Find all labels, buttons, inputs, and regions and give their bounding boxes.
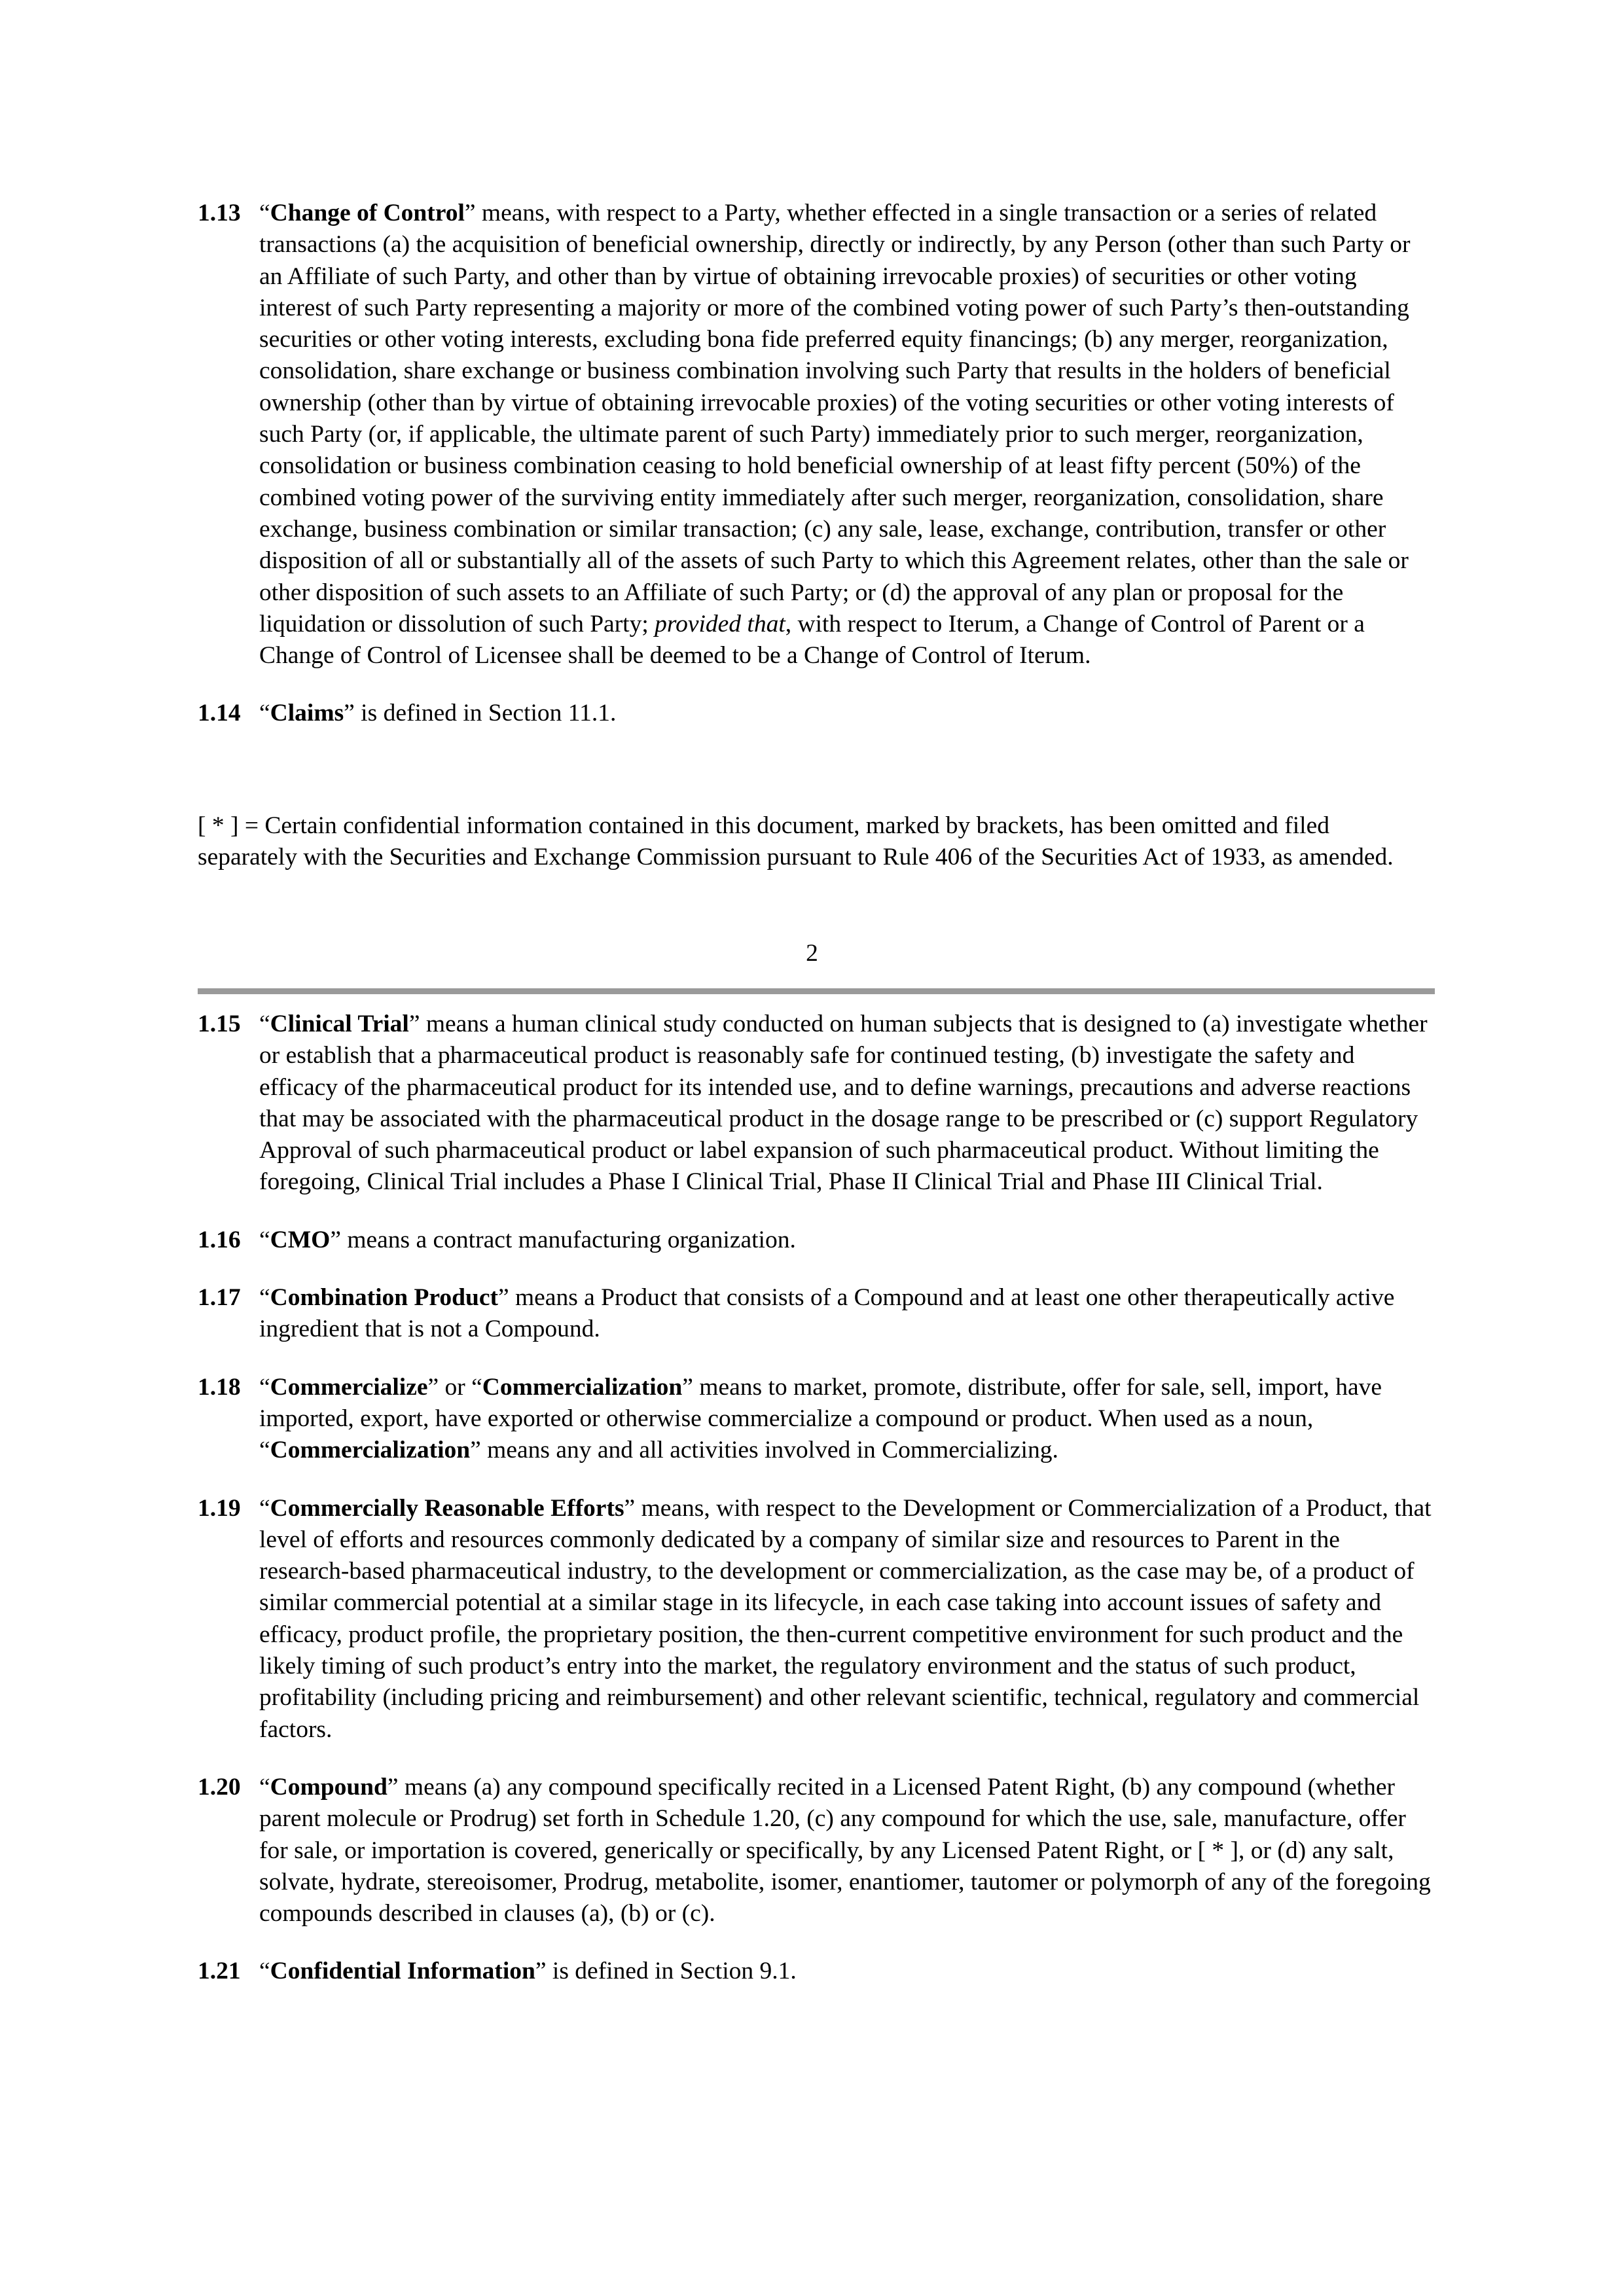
definitions-section-bottom [198, 1009, 1435, 2014]
clause-number: 1.18 [198, 1373, 241, 1401]
defined-term: Clinical Trial [270, 1011, 409, 1037]
defined-term: Compound [270, 1773, 388, 1801]
clause-number: 1.19 [198, 1494, 241, 1522]
clause-text: “Compound” means (a) any compound specifically recited in a Licensed Patent Right, (b) any compound (whether parent molecule or Prodrug) set forth in Schedule 1.20, (c) any compound for which the use, sale, manufacture, offer for sale, or importation is covered, generically or specifically, by any Licensed Patent Right, or [ * ], or (d) any salt, solvate, hydrate, stereoisomer, Prodrug, metabolite, isomer, enantiomer, tautomer or polymorph of any of the foregoing compounds described in clauses (a), (b) or (c). [259, 1773, 1431, 1928]
defined-term: Combination Product [270, 1284, 498, 1312]
clause-text: “CMO” means a contract manufacturing organization. [259, 1226, 796, 1253]
clause-number: 1.15 [198, 1011, 241, 1037]
clause-number: 1.13 [198, 200, 241, 226]
clause-1-16 [198, 1225, 1435, 1256]
clause-1-14 [198, 698, 1435, 729]
clause-text: “Confidential Information” is defined in Section 9.1. [259, 1958, 797, 1985]
clause-number: 1.21 [198, 1958, 241, 1985]
page-break-divider [198, 988, 1435, 994]
clause-number: 1.17 [198, 1284, 241, 1312]
clause-number: 1.16 [198, 1226, 241, 1253]
italic-phrase: provided that [655, 610, 785, 637]
clause-text: “Claims” is defined in Section 11.1. [259, 700, 617, 727]
clause-1-15 [198, 1009, 1435, 1198]
defined-term: Commercially Reasonable Efforts [270, 1494, 624, 1522]
defined-term: Commercialize [270, 1373, 428, 1401]
page-number: 2 [806, 940, 818, 967]
clause-text: “Change of Control” means, with respect to a Party, whether effected in a single transaction or a series of related transactions (a) the acquisition of beneficial ownership, directly or indirectly, by any Person (other than such Party or an Affiliate of such Party, and other than by virtue of obtaining irrevocable proxies) of securities or other voting interest of such Party representing a majority or more of the combined voting power of such Party’s then-outstanding securities or other voting interests, excluding bona fide preferred equity financings; (b) any merger, reorganization, consolidation, share exchange or business combination involving such Party that results in the holders of beneficial ownership (other than by virtue of obtaining irrevocable proxies) of the voting securities or other voting interests of such Party (or, if applicable, the ultimate parent of such Party) immediately prior to such merger, reorganization, consolidation or business combination ceasing to hold beneficial ownership of at least fifty percent (50%) of the combined voting power of the surviving entity immediately after such merger, reorganization, consolidation, share exchange, business combination or similar transaction; (c) any sale, lease, exchange, contribution, transfer or other disposition of all or substantially all of the assets of such Party to which this Agreement relates, other than the sale or other disposition of such assets to an Affiliate of such Party; or (d) the approval of any plan or proposal for the liquidation or dissolution of such Party; provided that, with respect to Iterum, a Change of Control of Parent or a Change of Control of Licensee shall be deemed to be a Change of Control of Iterum. [259, 200, 1411, 670]
defined-term: CMO [270, 1226, 331, 1253]
defined-term: Change of Control [270, 200, 465, 226]
clause-1-13 [198, 198, 1435, 672]
defined-term: Commercialization [270, 1437, 471, 1464]
clause-number: 1.20 [198, 1773, 241, 1801]
clause-text: “Combination Product” means a Product that consists of a Compound and at least one other therapeutically active ingredient that is not a Compound. [259, 1284, 1395, 1343]
clause-text: “Commercially Reasonable Efforts” means, with respect to the Development or Commercialization of a Product, that level of efforts and resources commonly dedicated by a company of similar size and resources to Parent in the research-based pharmaceutical industry, to the development or commercialization, as the case may be, of a product of similar commercial potential at a similar stage in its lifecycle, in each case taking into account issues of safety and efficacy, product profile, the proprietary position, the then-current competitive environment for such product and the likely timing of such product’s entry into the market, the regulatory environment and the status of such product, profitability (including pricing and reimbursement) and other relevant scientific, technical, regulatory and commercial factors. [259, 1494, 1432, 1743]
definitions-section-top [198, 198, 1435, 756]
clause-number: 1.14 [198, 700, 241, 727]
clause-1-20 [198, 1772, 1435, 1929]
defined-term: Confidential Information [270, 1958, 535, 1985]
defined-term: Commercialization [482, 1373, 683, 1401]
clause-1-18 [198, 1372, 1435, 1467]
confidentiality-footnote: [ * ] = Certain confidential information contained in this document, marked by brackets, has been omitted and filed separately with the Securities and Exchange Commission pursuant to Rule 406 of the Securities Act of 1933, as amended. [198, 812, 1394, 871]
clause-1-17 [198, 1282, 1435, 1346]
clause-text: “Clinical Trial” means a human clinical study conducted on human subjects that is designed to (a) investigate whether or establish that a pharmaceutical product is reasonably safe for continued testing, (b) investigate the safety and efficacy of the pharmaceutical product for its intended use, and to define warnings, precautions and adverse reactions that may be associated with the pharmaceutical product in the dosage range to be prescribed or (c) support Regulatory Approval of such pharmaceutical product or label expansion of such pharmaceutical product. Without limiting the foregoing, Clinical Trial includes a Phase I Clinical Trial, Phase II Clinical Trial and Phase III Clinical Trial. [259, 1011, 1428, 1196]
clause-text: “Commercialize” or “Commercialization” means to market, promote, distribute, offer for sale, sell, import, have imported, export, have exported or otherwise commercialize a compound or product. When used as a noun, “Commercialization” means any and all activities involved in Commercializing. [259, 1373, 1382, 1464]
clause-1-19 [198, 1493, 1435, 1746]
defined-term: Claims [270, 700, 344, 727]
clause-1-21 [198, 1956, 1435, 1987]
